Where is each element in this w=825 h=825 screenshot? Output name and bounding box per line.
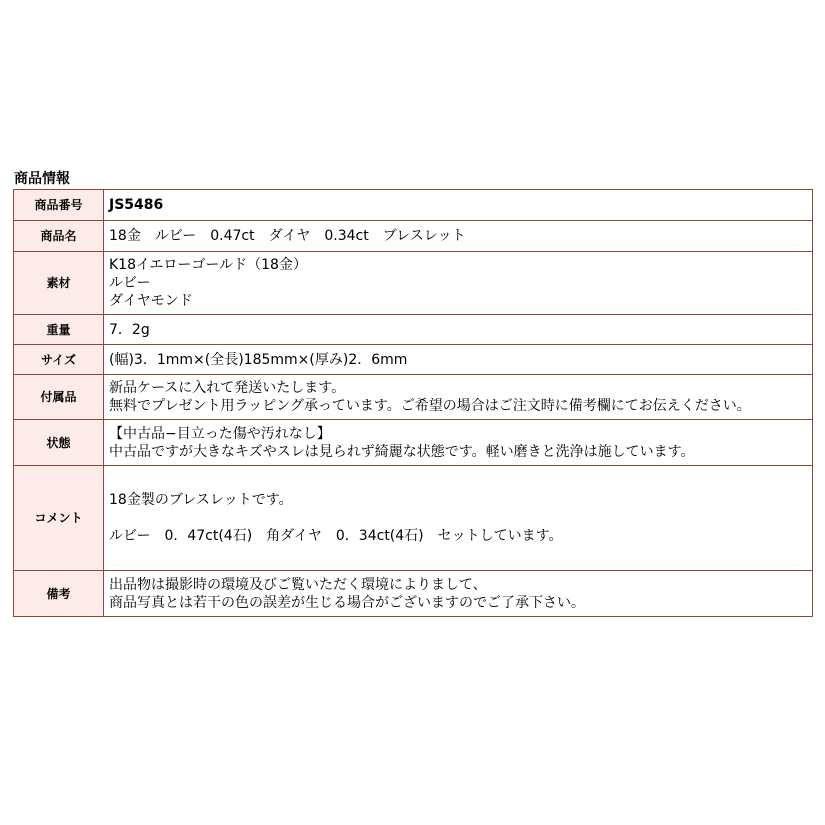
row-product-number: [14, 190, 813, 221]
value-accessories: [104, 375, 813, 420]
value-product-name: [104, 221, 813, 252]
comment-line: ルビー 0．47ct(4石) 角ダイヤ 0．34ct(4石) セットしています。: [109, 528, 563, 544]
condition-line: 【中古品−目立った傷や汚れなし】: [109, 425, 331, 442]
value-weight: [104, 315, 813, 345]
label-condition: 状態: [14, 420, 104, 466]
size-text: (幅)3．1mm×(全長)185mm×(厚み)2．6mm: [109, 351, 408, 368]
label-remarks: 備考: [14, 571, 104, 617]
row-size: [14, 345, 813, 375]
product-number-text: JS5486: [109, 197, 164, 213]
value-condition: [104, 420, 813, 466]
row-condition: [14, 420, 813, 466]
condition-line: 中古品ですが大きなキズやスレは見られず綺麗な状態です。軽い磨きと洗浄は施しています。: [109, 443, 695, 460]
label-product-name: 商品名: [14, 221, 104, 252]
product-info-table: [13, 189, 813, 617]
remarks-line: 商品写真とは若干の色の誤差が生じる場合がございますのでご了承下さい。: [109, 594, 585, 611]
material-line: K18イエローゴールド（18金）: [109, 257, 307, 273]
row-remarks: [14, 571, 813, 617]
product-name-text: 18金 ルビー 0.47ct ダイヤ 0.34ct ブレスレット: [109, 228, 466, 244]
comment-line: 18金製のブレスレットです。: [109, 492, 293, 508]
label-size: サイズ: [14, 345, 104, 375]
row-material: [14, 252, 813, 315]
comment-spacer: [109, 509, 808, 527]
section-title: 商品情報: [14, 171, 70, 187]
label-comment: コメント: [14, 466, 104, 571]
value-material: [104, 252, 813, 315]
row-weight: [14, 315, 813, 345]
value-size: [104, 345, 813, 375]
material-line: ルビー: [109, 275, 151, 291]
value-remarks: [104, 571, 813, 617]
comment-spacer: [109, 473, 808, 491]
value-comment: [104, 466, 813, 571]
remarks-line: 出品物は撮影時の環境及びご覧いただく環境によりまして、: [109, 576, 487, 593]
accessories-line: 新品ケースに入れて発送いたします。: [109, 380, 346, 396]
row-accessories: [14, 375, 813, 420]
row-comment: [14, 466, 813, 571]
accessories-line: 無料でプレゼント用ラッピング承っています。ご希望の場合はご注文時に備考欄にてお伝えください。: [109, 398, 751, 414]
value-product-number: [104, 190, 813, 221]
material-line: ダイヤモンド: [109, 293, 193, 309]
label-material: 素材: [14, 252, 104, 315]
label-product-number: 商品番号: [14, 190, 104, 221]
label-accessories: 付属品: [14, 375, 104, 420]
row-product-name: [14, 221, 813, 252]
label-weight: 重量: [14, 315, 104, 345]
comment-spacer: [109, 545, 808, 563]
weight-text: 7．2g: [109, 321, 150, 338]
